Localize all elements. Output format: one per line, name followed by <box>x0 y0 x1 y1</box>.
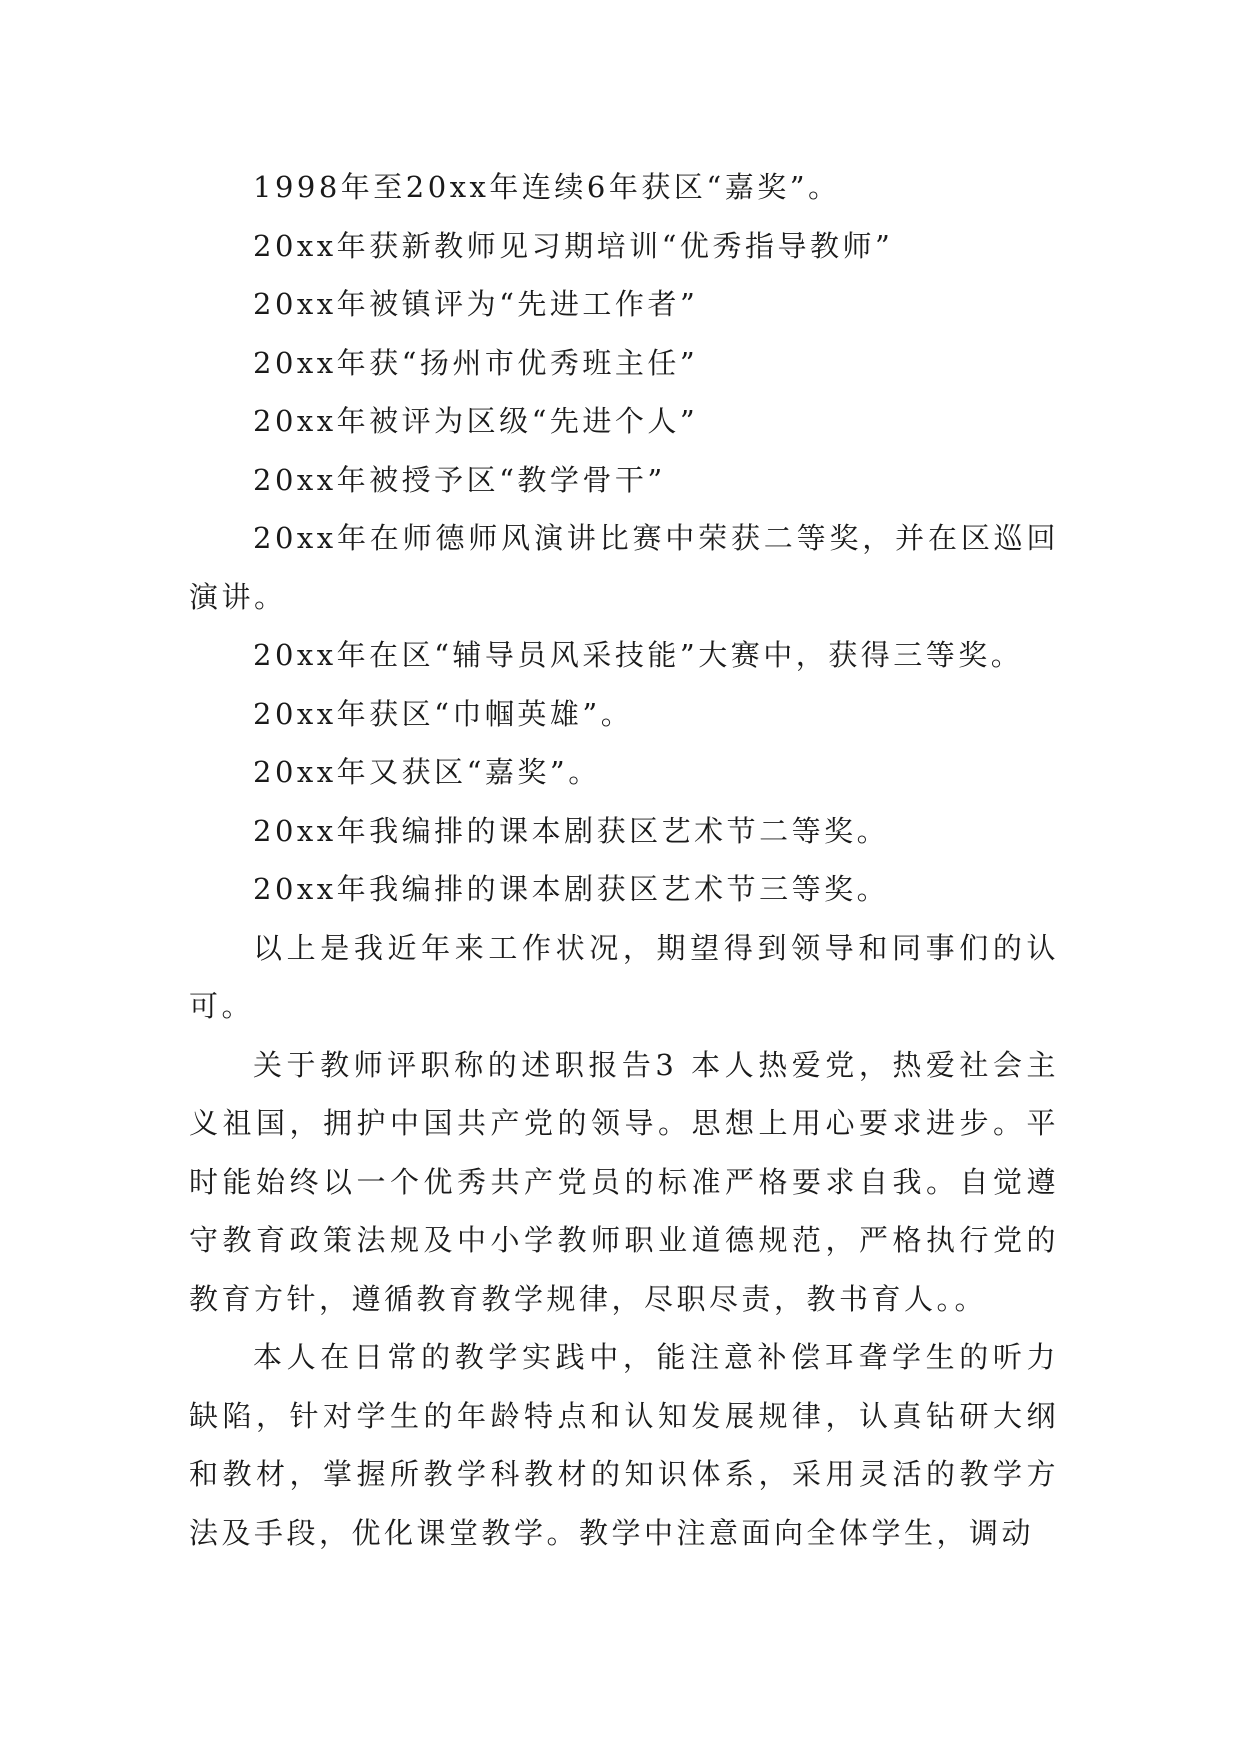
paragraph: 本人在日常的教学实践中，能注意补偿耳聋学生的听力缺陷，针对学生的年龄特点和认知发展规律，认真钻研大纲和教材，掌握所教学科教材的知识体系，采用灵活的教学方法及手段，优化课堂教学。教学中注意面向全体学生，调动 <box>189 1340 1059 1550</box>
paragraph: 关于教师评职称的述职报告3 本人热爱党，热爱社会主义祖国，拥护中国共产党的领导。思想上用心要求进步。平时能始终以一个优秀共产党员的标准严格要求自我。自觉遵守教育政策法规及中小学教师职业道德规范，严格执行党的教育方针，遵循教育教学规律，尽职尽责，教书育人。。 <box>189 1047 1059 1316</box>
paragraph: 20xx年获区“巾帼英雄”。 <box>253 696 634 731</box>
paragraph: 20xx年获新教师见习期培训“优秀指导教师” <box>253 228 894 263</box>
paragraph: 20xx年被镇评为“先进工作者” <box>253 287 699 321</box>
paragraph: 20xx年获“扬州市优秀班主任” <box>253 345 699 380</box>
paragraph: 20xx年我编排的课本剧获区艺术节二等奖。 <box>253 813 890 848</box>
paragraph: 20xx年被授予区“教学骨干” <box>253 462 666 497</box>
document-body <box>189 158 1059 1562</box>
paragraph: 20xx年我编排的课本剧获区艺术节三等奖。 <box>253 872 890 906</box>
paragraph: 20xx年在区“辅导员风采技能”大赛中，获得三等奖。 <box>253 638 1024 672</box>
paragraph: 20xx年又获区“嘉奖”。 <box>253 755 601 789</box>
paragraph: 以上是我近年来工作状况，期望得到领导和同事们的认可。 <box>189 930 1059 1023</box>
paragraph: 1998年至20xx年连续6年获区“嘉奖”。 <box>253 170 841 204</box>
paragraph: 20xx年被评为区级“先进个人” <box>253 404 699 438</box>
paragraph: 20xx年在师德师风演讲比赛中荣获二等奖，并在区巡回演讲。 <box>189 521 1059 614</box>
